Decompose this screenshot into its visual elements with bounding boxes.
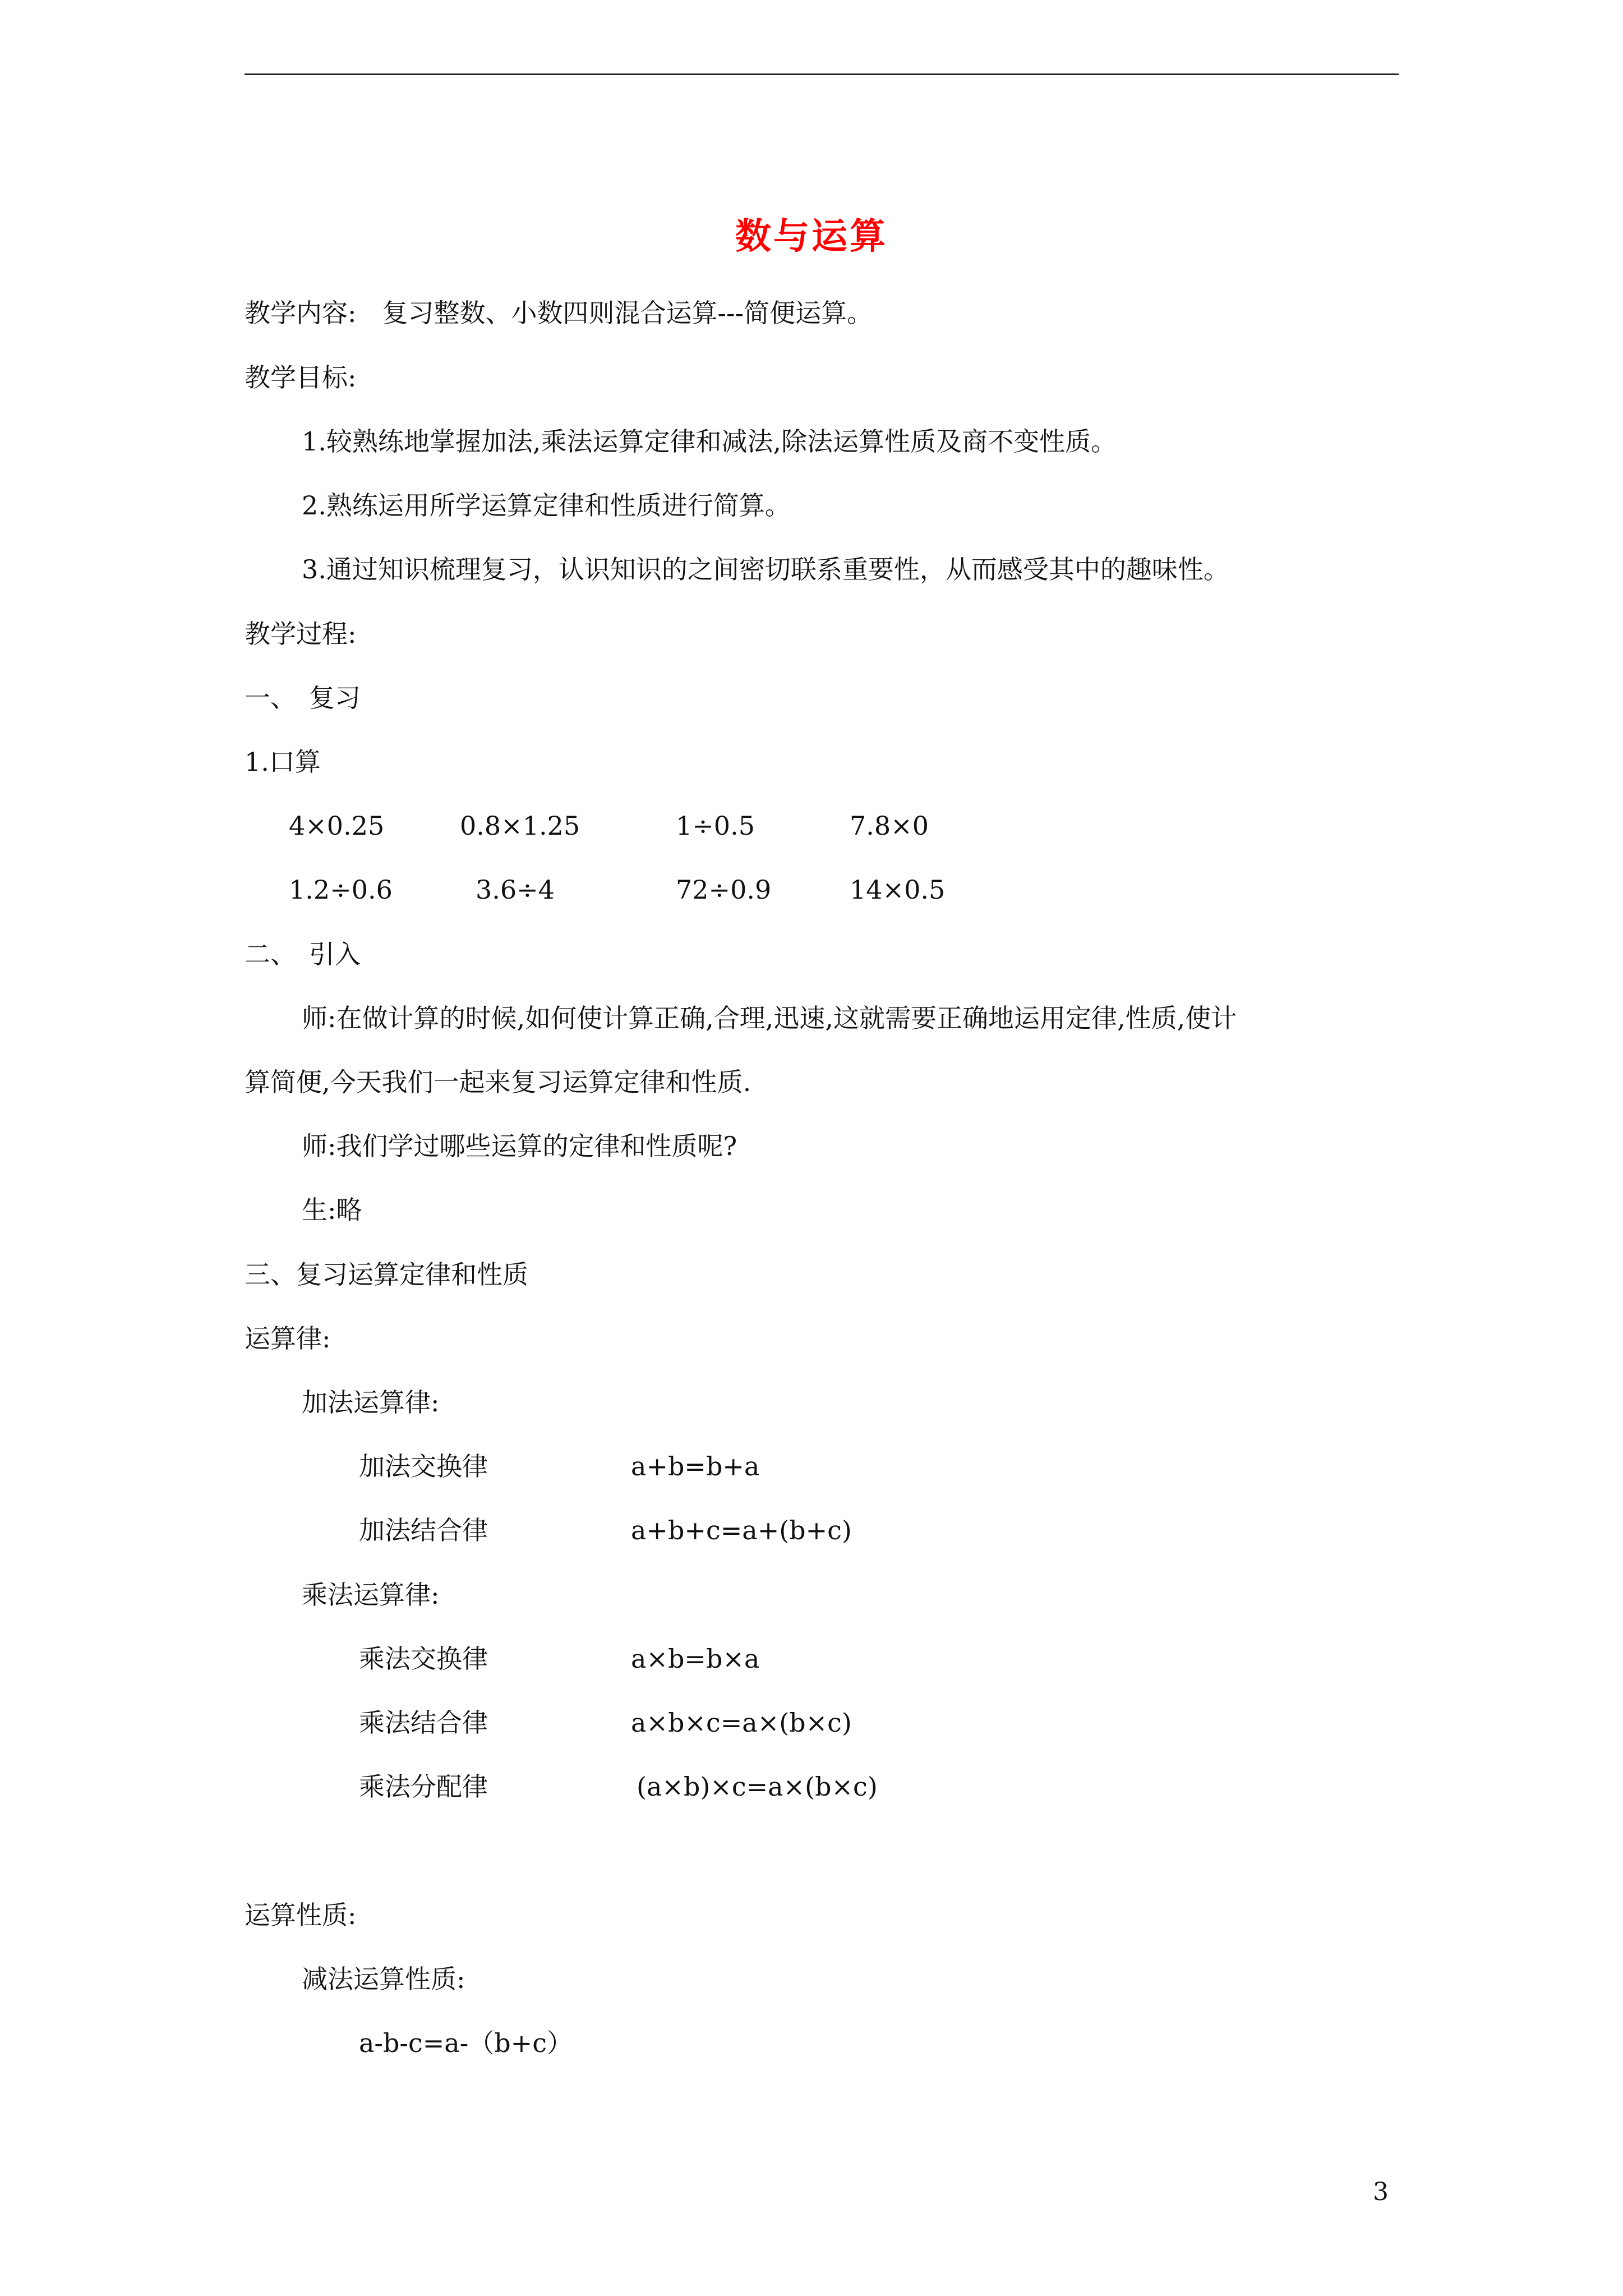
goals-heading: 教学目标: <box>245 362 357 393</box>
section-heading-review: 一、 复习 <box>245 683 361 713</box>
teaching-content: 教学内容: 复习整数、小数四则混合运算---简便运算。 <box>245 298 873 328</box>
properties-heading: 运算性质: <box>245 1900 357 1930</box>
student-answer: 生:略 <box>302 1195 362 1225</box>
subtraction-formula: a-b-c=a-（b+c） <box>359 2028 573 2058</box>
oral-calc-item: 4×0.25 <box>289 811 385 841</box>
law-formula: a×b×c=a×(b×c) <box>631 1708 852 1738</box>
law-formula: a×b=b×a <box>631 1644 760 1674</box>
laws-heading: 运算律: <box>245 1323 331 1354</box>
law-formula: a+b+c=a+(b+c) <box>631 1515 852 1545</box>
oral-calc-item: 7.8×0 <box>850 811 929 841</box>
process-heading: 教学过程: <box>245 619 357 649</box>
subtraction-property-heading: 减法运算性质: <box>302 1964 465 1994</box>
oral-calc-item: 72÷0.9 <box>676 875 772 905</box>
law-formula: (a×b)×c=a×(b×c) <box>637 1772 878 1802</box>
law-name: 加法结合律 <box>359 1515 488 1545</box>
law-name: 乘法结合律 <box>359 1708 488 1738</box>
header-rule <box>245 73 1399 75</box>
law-name: 乘法交换律 <box>359 1644 488 1674</box>
section-heading-intro: 二、 引入 <box>245 939 361 969</box>
oral-calc-item: 3.6÷4 <box>476 875 555 905</box>
oral-calc-item: 0.8×1.25 <box>460 811 580 841</box>
goal-item: 3.通过知识梳理复习，认识知识的之间密切联系重要性，从而感受其中的趣味性。 <box>302 554 1229 585</box>
oral-calc-item: 14×0.5 <box>850 875 946 905</box>
oral-calc-item: 1.2÷0.6 <box>289 875 393 905</box>
law-formula: a+b=b+a <box>631 1451 760 1481</box>
law-name: 乘法分配律 <box>359 1772 488 1802</box>
oral-calc-item: 1÷0.5 <box>676 811 755 841</box>
multiplication-laws-heading: 乘法运算律: <box>302 1580 440 1610</box>
goal-item: 1.较熟练地掌握加法,乘法运算定律和减法,除法运算性质及商不变性质。 <box>302 426 1117 457</box>
page-title: 数与运算 <box>735 215 888 257</box>
addition-laws-heading: 加法运算律: <box>302 1387 440 1418</box>
section-heading-laws: 三、复习运算定律和性质 <box>245 1259 528 1290</box>
teacher-dialogue-continued: 算简便,今天我们一起来复习运算定律和性质. <box>245 1067 751 1097</box>
law-name: 加法交换律 <box>359 1451 488 1481</box>
goal-item: 2.熟练运用所学运算定律和性质进行简算。 <box>302 490 791 521</box>
oral-calc-heading: 1.口算 <box>245 747 321 777</box>
teacher-question: 师:我们学过哪些运算的定律和性质呢? <box>302 1131 737 1161</box>
teacher-dialogue: 师:在做计算的时候,如何使计算正确,合理,迅速,这就需要正确地运用定律,性质,使计 <box>302 1003 1237 1033</box>
page-number: 3 <box>1373 2178 1389 2206</box>
